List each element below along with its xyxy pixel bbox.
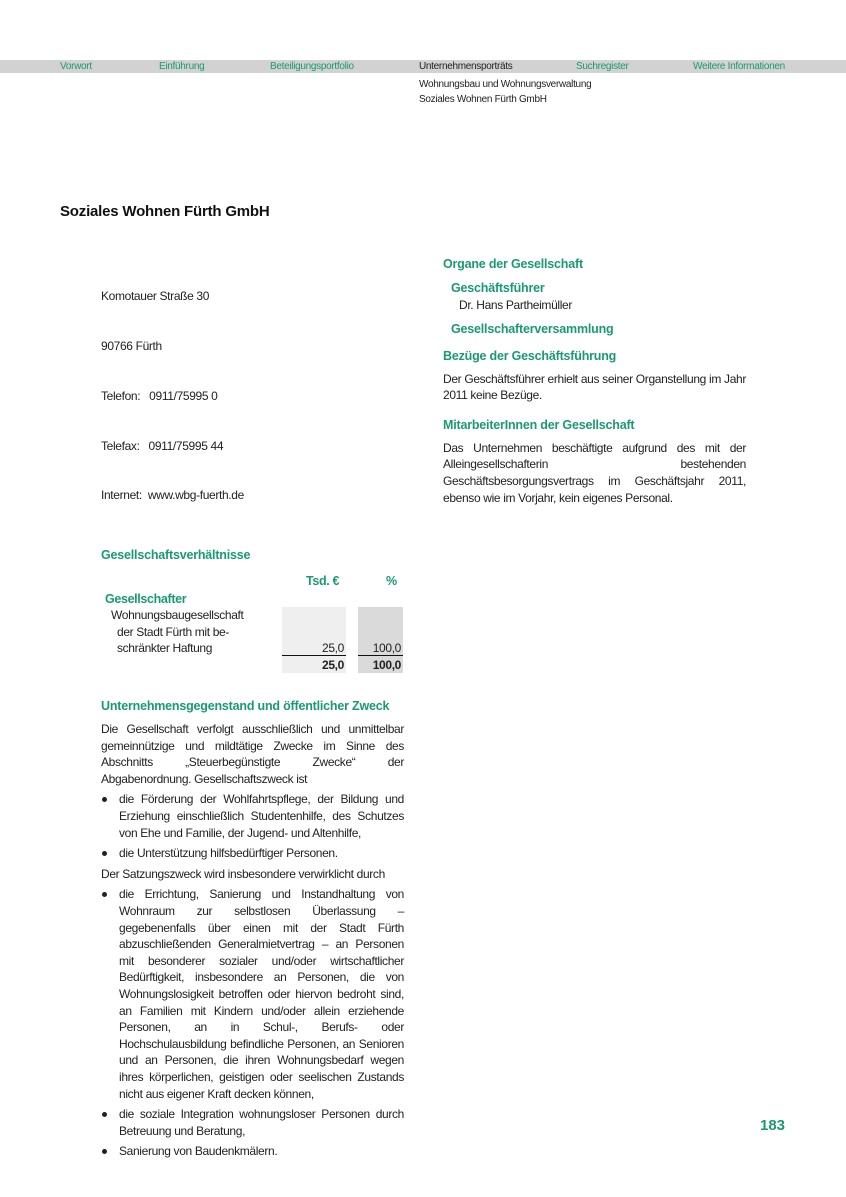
row-tsd-value: 25,0 xyxy=(322,641,344,656)
heading-bezuege: Bezüge der Geschäftsführung xyxy=(443,348,617,363)
col-header-tsd: Tsd. € xyxy=(306,574,340,589)
top-navigation xyxy=(0,60,846,73)
list-item: die Unterstützung hilfsbedürftiger Personen. xyxy=(101,845,404,862)
address-city: 90766 Fürth xyxy=(101,338,162,353)
mitarbeiter-text: Das Unternehmen beschäftigte aufgrund des mit der Alleingesellschafterin bestehenden Geschäftsbesorgungsvertrags im Geschäftsjahr 2011, ebenso wie im Vorjahr, kein eigenes Personal. xyxy=(443,440,746,505)
name-line: schränkter Haftung xyxy=(117,641,213,656)
sum-rule xyxy=(282,655,346,656)
nav-einfuehrung[interactable]: Einführung xyxy=(159,61,205,72)
nav-suchregister[interactable]: Suchregister xyxy=(576,61,629,72)
zweck-list-1 xyxy=(101,791,404,861)
address-street: Komotauer Straße 30 xyxy=(101,289,210,304)
name-line: der Stadt Fürth mit be- xyxy=(117,624,229,639)
list-item: die Errichtung, Sanierung und Instandhaltung von Wohnraum zur selbstlosen Überlassung – gegebenenfalls über einen mit der Stadt Fürth abzuschließenden Generalmietvertrag – an Personen mit besonderer sozialer und/oder wirtschaftlicher Bedürftigkeit, insbesondere an Personen, die von Wohnungslosigkeit betroffen oder hiervon bedroht sind, an Familien mit Kindern und/oder allein erziehende Personen, an in Schul-, Berufs- oder Hochschulausbildung befindliche Personen, an Senioren und an Personen, die ihren Wohnungsbedarf wegen ihres körperlichen, geistigen oder seelischen Zustands nicht aus eigener Kraft decken können, xyxy=(101,886,404,1102)
right-column xyxy=(443,255,746,506)
col-header-percent: % xyxy=(386,574,397,589)
nav-unternehmensportraets[interactable]: Unternehmensporträts xyxy=(419,61,513,72)
heading-organe: Organe der Gesellschaft xyxy=(443,257,583,271)
list-item: Sanierung von Baudenkmälern. xyxy=(101,1143,404,1160)
nav-weitere-informationen[interactable]: Weitere Informationen xyxy=(693,61,785,72)
sum-rule xyxy=(358,655,403,656)
zweck-list-2 xyxy=(101,886,404,1160)
address-website[interactable]: Internet: www.wbg-fuerth.de xyxy=(101,488,244,503)
shareholder-name xyxy=(111,607,244,657)
shareholder-table xyxy=(101,573,404,691)
breadcrumb-company: Soziales Wohnen Fürth GmbH xyxy=(419,94,547,105)
heading-geschaeftsfuehrer: Geschäftsführer xyxy=(451,281,545,295)
group-label: Gesellschafter xyxy=(105,592,187,607)
row-percent-value: 100,0 xyxy=(372,641,401,656)
list-item: die Förderung der Wohlfahrtspflege, der Bildung und Erziehung einschließlich Studentenhilfe, des Schutzes von Ehe und Familie, der Jugend- und Altenhilfe, xyxy=(101,791,404,841)
address-fax: Telefax: 0911/75995 44 xyxy=(101,438,224,453)
total-tsd-value: 25,0 xyxy=(322,658,344,673)
total-percent-value: 100,0 xyxy=(372,658,401,673)
heading-mitarbeiter: MitarbeiterInnen der Gesellschaft xyxy=(443,417,635,432)
page-title: Soziales Wohnen Fürth GmbH xyxy=(60,203,270,220)
name-line: Wohnungsbaugesellschaft xyxy=(111,608,244,623)
zweck-intro: Die Gesellschaft verfolgt ausschließlich und unmittelbar gemeinnützige und mildtätige Zwecke im Sinne des Abschnitts „Steuerbegünstigte Zwecke“ der Abgabenordnung. Gesellschaftszweck ist xyxy=(101,722,404,786)
nav-beteiligungsportfolio[interactable]: Beteiligungsportfolio xyxy=(270,61,354,72)
breadcrumb-category: Wohnungsbau und Wohnungsverwaltung xyxy=(419,79,592,90)
geschaeftsfuehrer-name: Dr. Hans Partheimüller xyxy=(459,298,573,312)
zweck-middle: Der Satzungszweck wird insbesondere verwirklicht durch xyxy=(101,866,385,881)
address-block xyxy=(101,255,404,537)
heading-gesellschafterversammlung: Gesellschafterversammlung xyxy=(451,321,614,336)
page-number: 183 xyxy=(760,1117,786,1134)
heading-verhaeltnisse: Gesellschaftsverhältnisse xyxy=(101,548,251,563)
bezuege-text: Der Geschäftsführer erhielt aus seiner Organstellung im Jahr 2011 keine Bezüge. xyxy=(443,371,746,403)
nav-vorwort[interactable]: Vorwort xyxy=(60,61,92,72)
heading-zweck: Unternehmensgegenstand und öffentlicher Zweck xyxy=(101,699,390,714)
left-column xyxy=(101,255,404,1164)
list-item: die soziale Integration wohnungsloser Personen durch Betreuung und Beratung, xyxy=(101,1106,404,1139)
address-phone: Telefon: 0911/75995 0 xyxy=(101,388,218,403)
